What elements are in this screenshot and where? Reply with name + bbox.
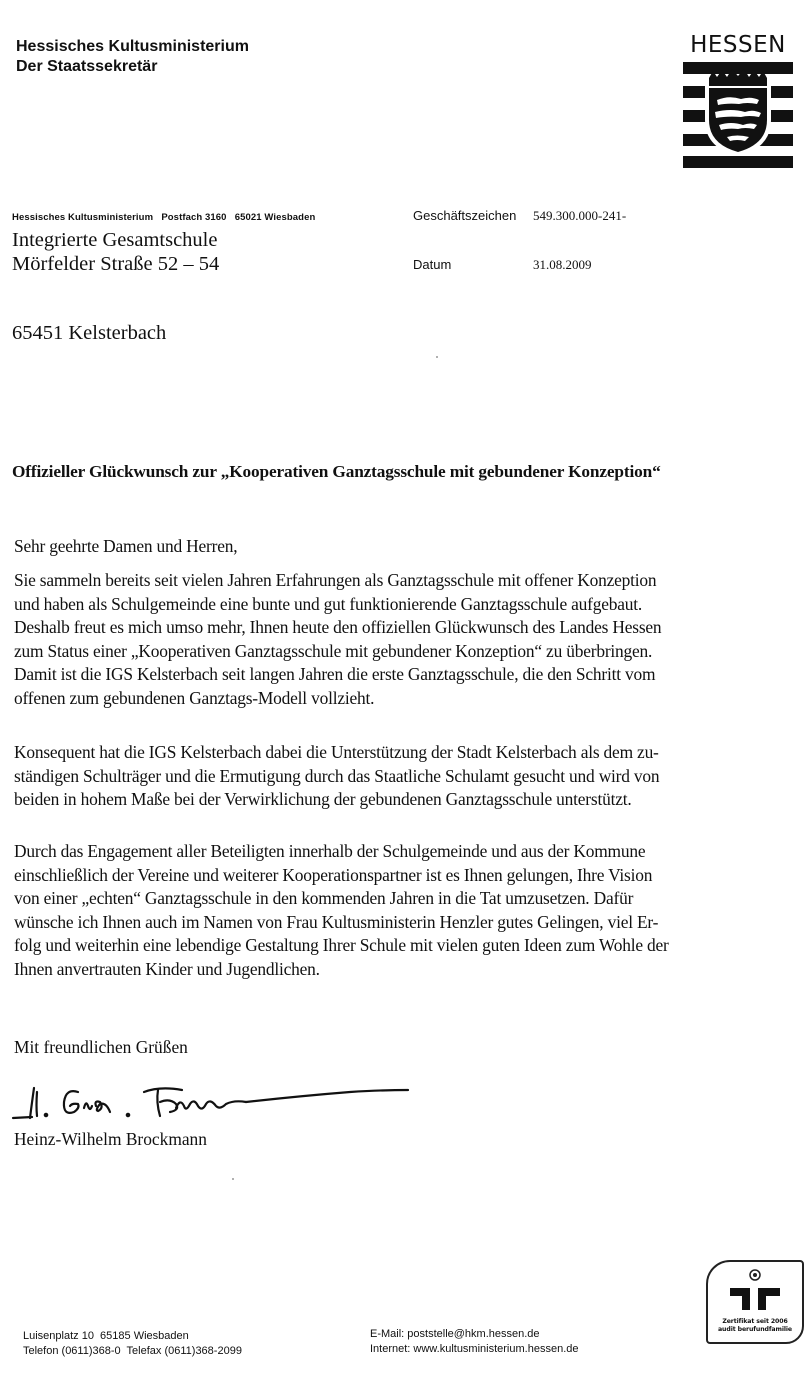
paragraph-line: Durch das Engagement aller Beteiligten innerhalb der Schulgemeinde und aus der Kommune bbox=[14, 841, 646, 861]
paragraph-line: zum Status einer „Kooperativen Ganztagsschule mit gebundener Konzeption“ zu überbringen. bbox=[14, 640, 653, 661]
logo-wordmark: HESSEN bbox=[690, 32, 786, 58]
return-address: Hessisches Kultusministerium Postfach 3160 65021 Wiesbaden bbox=[12, 212, 316, 223]
handwritten-signature bbox=[10, 1078, 420, 1130]
audit-berufundfamilie-logo-icon bbox=[708, 1262, 802, 1318]
paragraph-line: Deshalb freut es mich umso mehr, Ihnen heute den offiziellen Glückwunsch des Landes Hessen bbox=[14, 617, 662, 637]
recipient-city: 65451 Kelsterbach bbox=[12, 322, 167, 344]
paragraph-line: und haben als Schulgemeinde eine bunte und gut funktionierende Ganztagsschule aufgebaut. bbox=[14, 593, 643, 614]
letter-salutation: Sehr geehrte Damen und Herren, bbox=[14, 536, 238, 556]
signer-name: Heinz-Wilhelm Brockmann bbox=[14, 1129, 207, 1149]
footer-website[interactable]: Internet: www.kultusministerium.hessen.de bbox=[370, 1343, 579, 1355]
date-label: Datum bbox=[413, 257, 452, 272]
paragraph-line: Ihnen anvertrauten Kinder und Jugendlichen. bbox=[14, 958, 320, 979]
recipient-street: Mörfelder Straße 52 – 54 bbox=[12, 253, 220, 275]
certificate-line2: audit berufundfamilie bbox=[717, 1326, 793, 1333]
paragraph-line: beiden in hohem Maße bei der Verwirklichung der gebundenen Ganztagsschule unterstützt. bbox=[14, 789, 632, 809]
certificate-badge bbox=[706, 1260, 804, 1344]
paragraph-line: Konsequent hat die IGS Kelsterbach dabei die Unterstützung der Stadt Kelsterbach als dem zu- bbox=[14, 742, 659, 762]
reference-label: Geschäftszeichen bbox=[413, 208, 517, 223]
letter-subject: Offizieller Glückwunsch zur „Kooperativen Ganztagsschule mit gebundener Konzeption“ bbox=[12, 462, 661, 481]
paragraph-line: Damit ist die IGS Kelsterbach seit langen Jahren die erste Ganztagsschule, die den Schritt vom bbox=[14, 664, 656, 684]
footer-contact-online bbox=[370, 1327, 578, 1357]
paragraph-line: einschließlich der Vereine und weiterer Kooperationspartner ist es Ihnen gelungen, Ihre Vision bbox=[14, 864, 653, 885]
paragraph-line: ständigen Schulträger und die Ermutigung durch das Staatliche Schulamt gesucht und wird von bbox=[14, 765, 660, 786]
letter-paragraph bbox=[14, 569, 804, 710]
certificate-badge-text bbox=[708, 1318, 802, 1334]
paragraph-line: Sie sammeln bereits seit vielen Jahren Erfahrungen als Ganztagsschule mit offener Konzeption bbox=[14, 570, 657, 590]
recipient-address bbox=[12, 228, 219, 276]
reference-value: 549.300.000-241- bbox=[533, 208, 627, 223]
hessen-coat-of-arms-icon bbox=[683, 62, 793, 168]
footer-address: Luisenplatz 10 65185 Wiesbaden bbox=[23, 1330, 189, 1342]
paragraph-line: von einer „echten“ Ganztagsschule in den kommenden Jahren in die Tat umzusetzen. Dafür bbox=[14, 888, 634, 908]
scan-speck bbox=[232, 1178, 234, 1180]
footer-contact-address bbox=[23, 1329, 242, 1359]
scan-speck bbox=[436, 356, 438, 358]
date-value: 31.08.2009 bbox=[533, 257, 592, 272]
sender-ministry: Hessisches Kultusministerium bbox=[16, 38, 249, 55]
paragraph-line: folg und weiterhin eine lebendige Gestaltung Ihrer Schule mit vielen guten Ideen zum Wohle der bbox=[14, 935, 669, 955]
footer-phone: Telefon (0611)368-0 Telefax (0611)368-2099 bbox=[23, 1345, 242, 1357]
paragraph-line: wünsche ich Ihnen auch im Namen von Frau Kultusministerin Henzler gutes Gelingen, viel Er- bbox=[14, 911, 659, 932]
hessen-logo bbox=[683, 32, 793, 168]
letter-paragraph bbox=[14, 840, 804, 981]
footer-email[interactable]: E-Mail: poststelle@hkm.hessen.de bbox=[370, 1328, 540, 1340]
sender-office: Der Staatssekretär bbox=[16, 58, 158, 75]
sender-organization bbox=[16, 37, 249, 77]
letter-paragraph bbox=[14, 741, 804, 812]
letter-closing: Mit freundlichen Grüßen bbox=[14, 1037, 188, 1057]
recipient-name: Integrierte Gesamtschule bbox=[12, 229, 218, 251]
certificate-line1: Zertifikat seit 2006 bbox=[722, 1318, 788, 1325]
paragraph-line: offenen zum gebundenen Ganztags-Modell vollzieht. bbox=[14, 687, 375, 708]
